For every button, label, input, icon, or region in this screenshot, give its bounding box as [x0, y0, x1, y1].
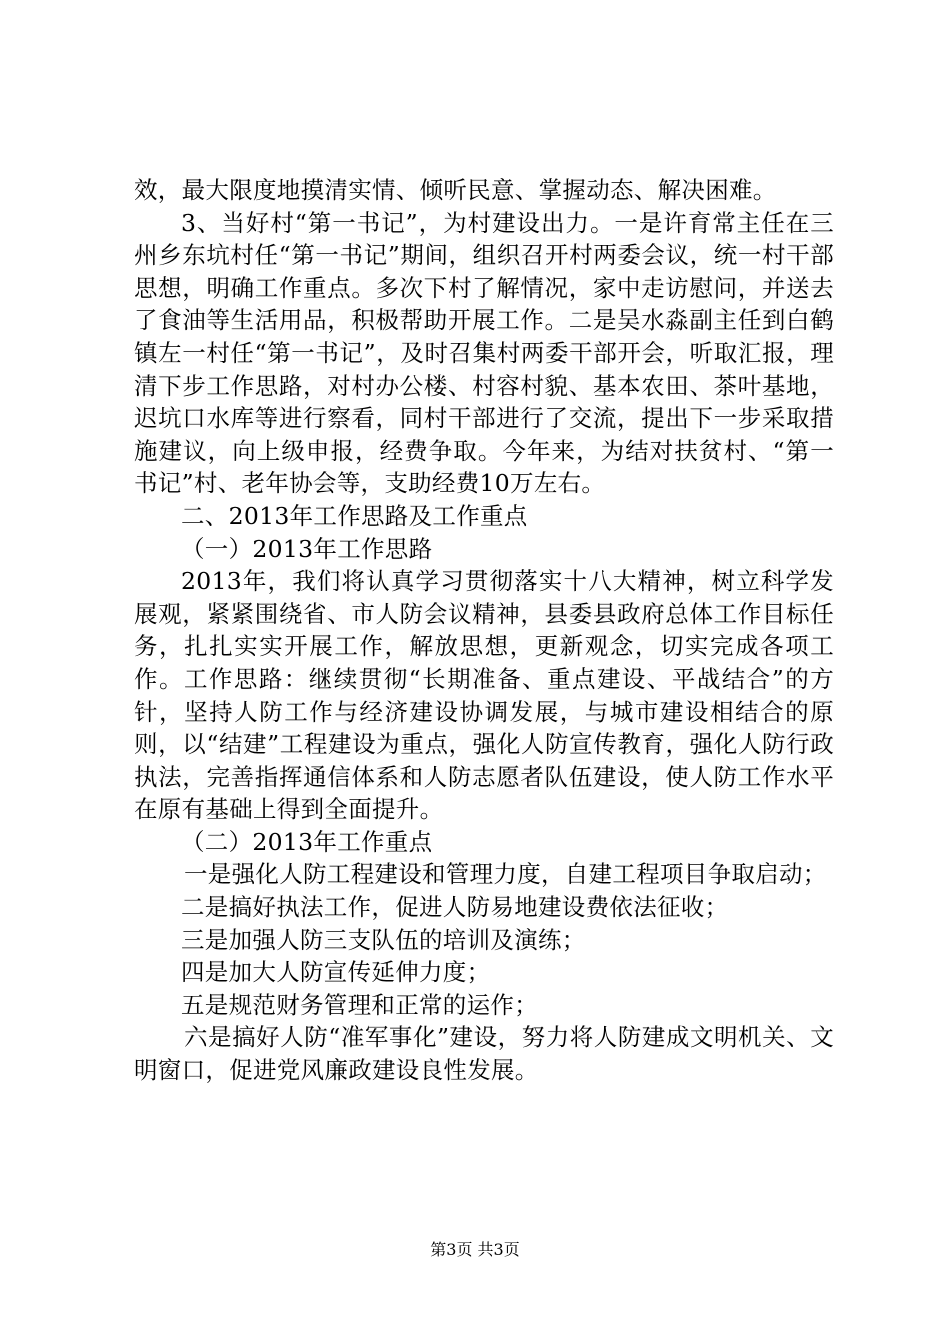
paragraph-continuation: 效，最大限度地摸清实情、倾听民意、掌握动态、解决困难。: [134, 176, 777, 204]
page-number-label: 第3页 共3页: [430, 1240, 520, 1259]
priority-item-6: 六是搞好人防“准军事化”建设，努力将人防建成文明机关、文明窗口，促进党风廉政建设良性发展。: [134, 1023, 834, 1085]
document-body: [134, 174, 834, 1087]
page-footer: [0, 1240, 950, 1260]
paragraph-work-ideas: 2013年，我们将认真学习贯彻落实十八大精神，树立科学发展观，紧紧围绕省、市人防会议精神，县委县政府总体工作目标任务，扎扎实实开展工作，解放思想，更新观念，切实完成各项工作。工作思路：继续贯彻“长期准备、重点建设、平战结合”的方针，坚持人防工作与经济建设协调发展，与城市建设相结合的原则，以“结建”工程建设为重点，强化人防宣传教育，强化人防行政执法，完善指挥通信体系和人防志愿者队伍建设，使人防工作水平在原有基础上得到全面提升。: [134, 567, 834, 824]
subheading-work-ideas: （一）2013年工作思路: [181, 534, 433, 563]
section-heading-2013: 二、2013年工作思路及工作重点: [181, 501, 528, 530]
paragraph-first-secretary: 3、当好村“第一书记”，为村建设出力。一是许育常主任在三州乡东坑村任“第一书记”期间，组织召开村两委会议，统一村干部思想，明确工作重点。多次下村了解情况，家中走访慰问，并送去了食油等生活用品，积极帮助开展工作。二是吴水淼副主任到白鹤镇左一村任“第一书记”，及时召集村两委干部开会，听取汇报，理清下步工作思路，对村办公楼、村容村貌、基本农田、茶叶基地，迟坑口水库等进行察看，同村干部进行了交流，提出下一步采取措施建议，向上级申报，经费争取。今年来，为结对扶贫村、“第一书记”村、老年协会等，支助经费10万左右。: [134, 208, 834, 498]
priority-item-5: 五是规范财务管理和正常的运作；: [181, 990, 538, 1019]
priority-item-4: 四是加大人防宣传延伸力度；: [181, 958, 491, 987]
priority-item-1: 一是强化人防工程建设和管理力度，自建工程项目争取启动；: [184, 860, 827, 889]
subheading-work-priorities: （二）2013年工作重点: [181, 827, 433, 856]
priority-item-3: 三是加强人防三支队伍的培训及演练；: [181, 925, 586, 954]
priority-item-2: 二是搞好执法工作，促进人防易地建设费依法征收；: [181, 893, 729, 922]
